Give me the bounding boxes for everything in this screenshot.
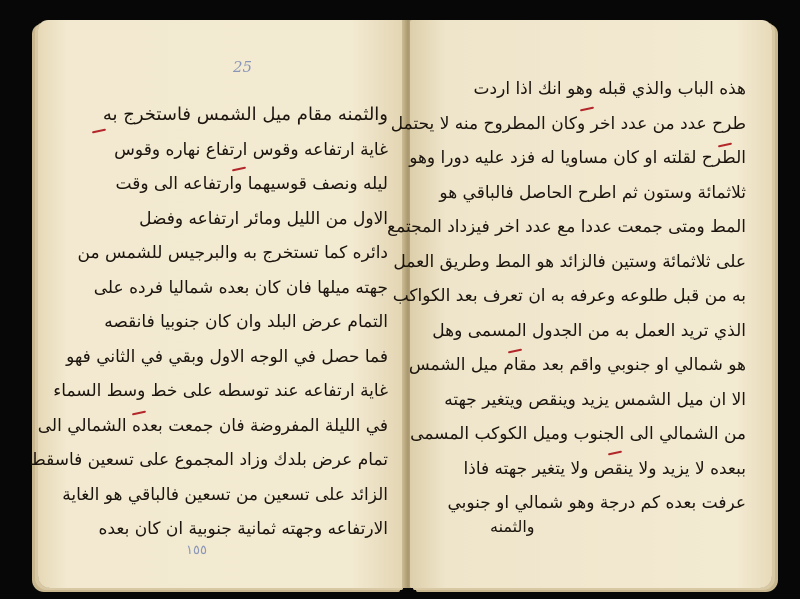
text-line: الطرح لقلته او كان مساويا له فزد عليه دورا وهو (409, 148, 746, 168)
text-line: ببعده لا يزيد ولا ينقص ولا يتغير جهته فاذا (463, 458, 746, 479)
folio-number: 25 (233, 58, 253, 76)
text-line: ثلاثمائة وستون ثم اطرح الحاصل فالباقي هو (439, 182, 746, 203)
text-line: طرح عدد من عدد اخر وكان المطروح منه لا يحتمل (390, 113, 746, 134)
text-line: الزائد على تسعين من تسعين فالباقي هو الغاية (62, 484, 388, 505)
manuscript-spread (30, 20, 778, 588)
text-line: جهته ميلها فان كان بعده شماليا فرده على (93, 277, 388, 298)
text-line: دائره كما تستخرج به والبرجيس للشمس من (77, 243, 388, 263)
text-line: به من قبل طلوعه وعرفه به ان تعرف بعد الكواكب (392, 286, 746, 306)
left-page-text (29, 98, 388, 547)
text-line: عرفت بعده كم درجة وهو شمالي او جنوبي (447, 493, 746, 513)
text-line: تمام عرض بلدك وزاد المجموع على تسعين فاسقط (29, 450, 388, 470)
text-line: هذه الباب والذي قبله وهو انك اذا اردت (473, 79, 746, 99)
text-line: ليله ونصف قوسيهما وارتفاعه الى وقت (115, 174, 388, 194)
text-line: المط ومتى جمعت عددا مع عدد اخر فيزداد المجتمع (387, 217, 746, 237)
page-signature: ١٥٥ (186, 543, 207, 558)
right-page-text (387, 72, 746, 521)
text-line: على ثلاثمائة وستين فالزائد هو المط وطريق العمل (393, 251, 746, 272)
text-line: الارتفاعه وجهته ثمانية جنوبية ان كان بعده (98, 519, 388, 539)
text-line: هو شمالي او جنوبي واقم بعد مقام ميل الشمس (408, 355, 746, 375)
text-line: الاول من الليل ومائر ارتفاعه وفضل (139, 208, 388, 229)
right-page (387, 20, 772, 588)
text-line: والثمنه مقام ميل الشمس فاستخرج به (102, 104, 388, 125)
catchword: والثمنه (490, 517, 535, 536)
text-line: فما حصل في الوجه الاول وبقي في الثاني فهو (66, 346, 388, 367)
left-page (29, 20, 406, 588)
text-line: في الليلة المفروضة فان جمعت بعده الشمالي الى (37, 415, 388, 436)
text-line: من الشمالي الى الجنوب وميل الكوكب المسمى (410, 424, 746, 444)
text-line: الذي تريد العمل به من الجدول المسمى وهل (432, 320, 746, 341)
text-line: غاية ارتفاعه عند توسطه على خط وسط السماء (53, 381, 388, 401)
text-line: التمام عرض البلد وان كان جنوبيا فانقصه (104, 312, 388, 332)
text-line: الا ان ميل الشمس يزيد وينقص ويتغير جهته (444, 389, 746, 410)
text-line: غاية ارتفاعه وقوس ارتفاع نهاره وقوس (114, 139, 388, 160)
